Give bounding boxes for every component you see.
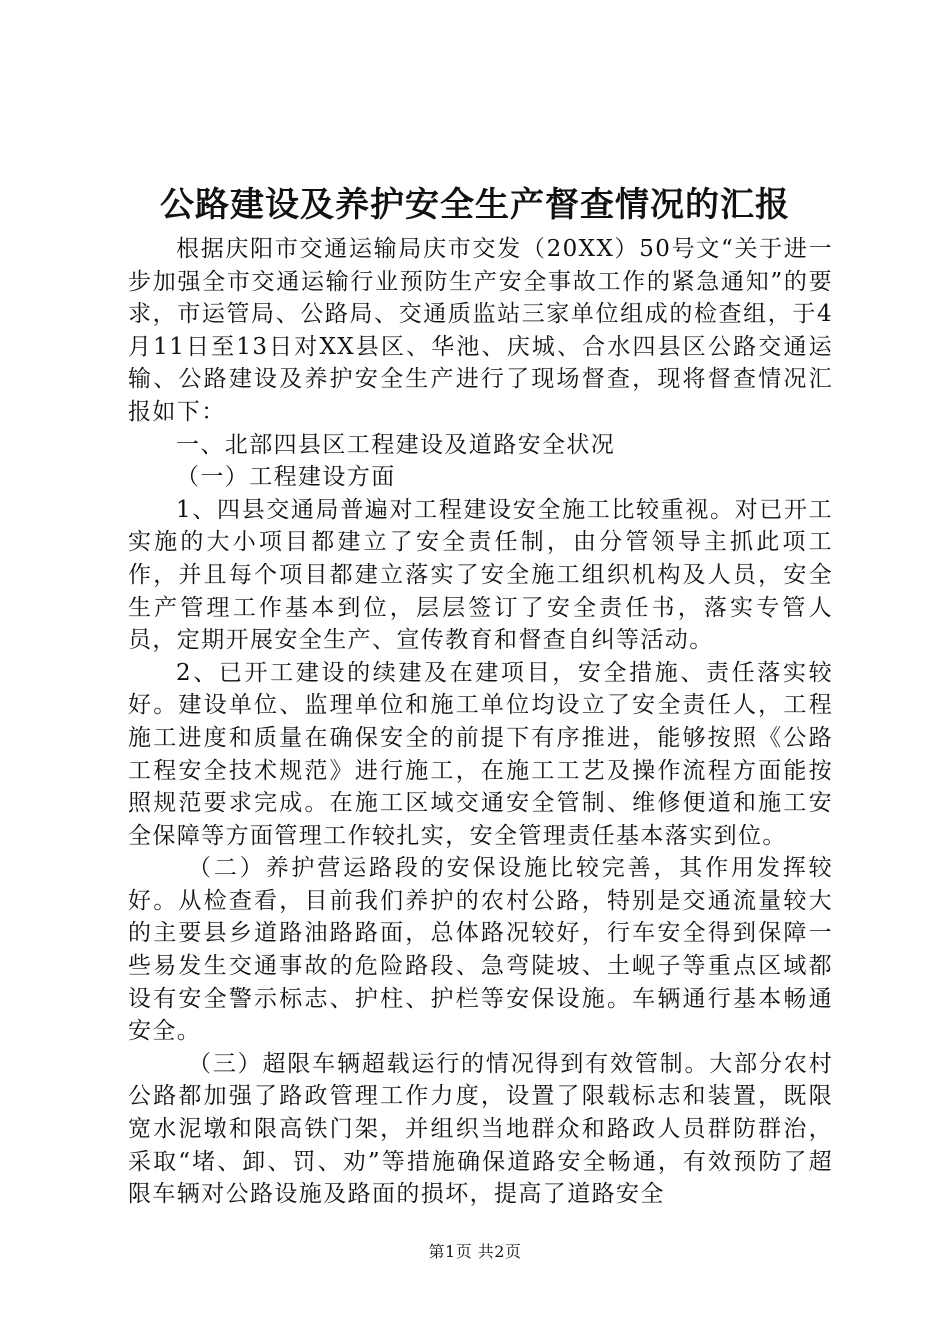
- document-title: 公路建设及养护安全生产督查情况的汇报: [160, 185, 790, 225]
- paragraph-item-2: 2、已开工建设的续建及在建项目，安全措施、责任落实较好。建设单位、监理单位和施工单位均设立了安全责任人，工程施工进度和质量在确保安全的前提下有序推进，能够按照《公路工程安全技术规范》进行施工，在施工工艺及操作流程方面能按照规范要求完成。在施工区域交通安全管制、维修便道和施工安全保障等方面管理工作较扎实，安全管理责任基本落实到位。: [128, 659, 833, 849]
- intro-paragraph: 根据庆阳市交通运输局庆市交发（20XX）50号文“关于进一步加强全市交通运输行业预防生产安全事故工作的紧急通知”的要求，市运管局、公路局、交通质监站三家单位组成的检查组，于4月11日至13日对XX县区、华池、庆城、合水四县区公路交通运输、公路建设及养护安全生产进行了现场督查，现将督查情况汇报如下：: [128, 236, 833, 425]
- document-body: [128, 233, 833, 1211]
- section-heading-1: 一、北部四县区工程建设及道路安全状况: [176, 431, 616, 458]
- subsection-paragraph-2: （二）养护营运路段的安保设施比较完善，其作用发挥较好。从检查看，目前我们养护的农村公路，特别是交通流量较大的主要县乡道路油路路面，总体路况较好，行车安全得到保障一些易发生交通事故的危险路段、急弯陡坡、土岘子等重点区域都设有安全警示标志、护柱、护栏等安保设施。车辆通行基本畅通安全。: [128, 855, 833, 1045]
- page-number-footer: 第1页 共2页: [428, 1242, 522, 1261]
- subsection-paragraph-3: （三）超限车辆超载运行的情况得到有效管制。大部分农村公路都加强了路政管理工作力度，设置了限载标志和装置，既限宽水泥墩和限高铁门架，并组织当地群众和路政人员群防群治，采取“堵、卸、罚、劝”等措施确保道路安全畅通，有效预防了超限车辆对公路设施及路面的损坏，提高了道路安全: [128, 1050, 833, 1208]
- subsection-heading-1: （一）工程建设方面: [176, 464, 396, 491]
- paragraph-item-1: 1、四县交通局普遍对工程建设安全施工比较重视。对已开工实施的大小项目都建立了安全责任制，由分管领导主抓此项工作，并且每个项目都建立落实了安全施工组织机构及人员，安全生产管理工作基本到位，层层签订了安全责任书，落实专管人员，定期开展安全生产、宣传教育和督查自纠等活动。: [128, 496, 833, 654]
